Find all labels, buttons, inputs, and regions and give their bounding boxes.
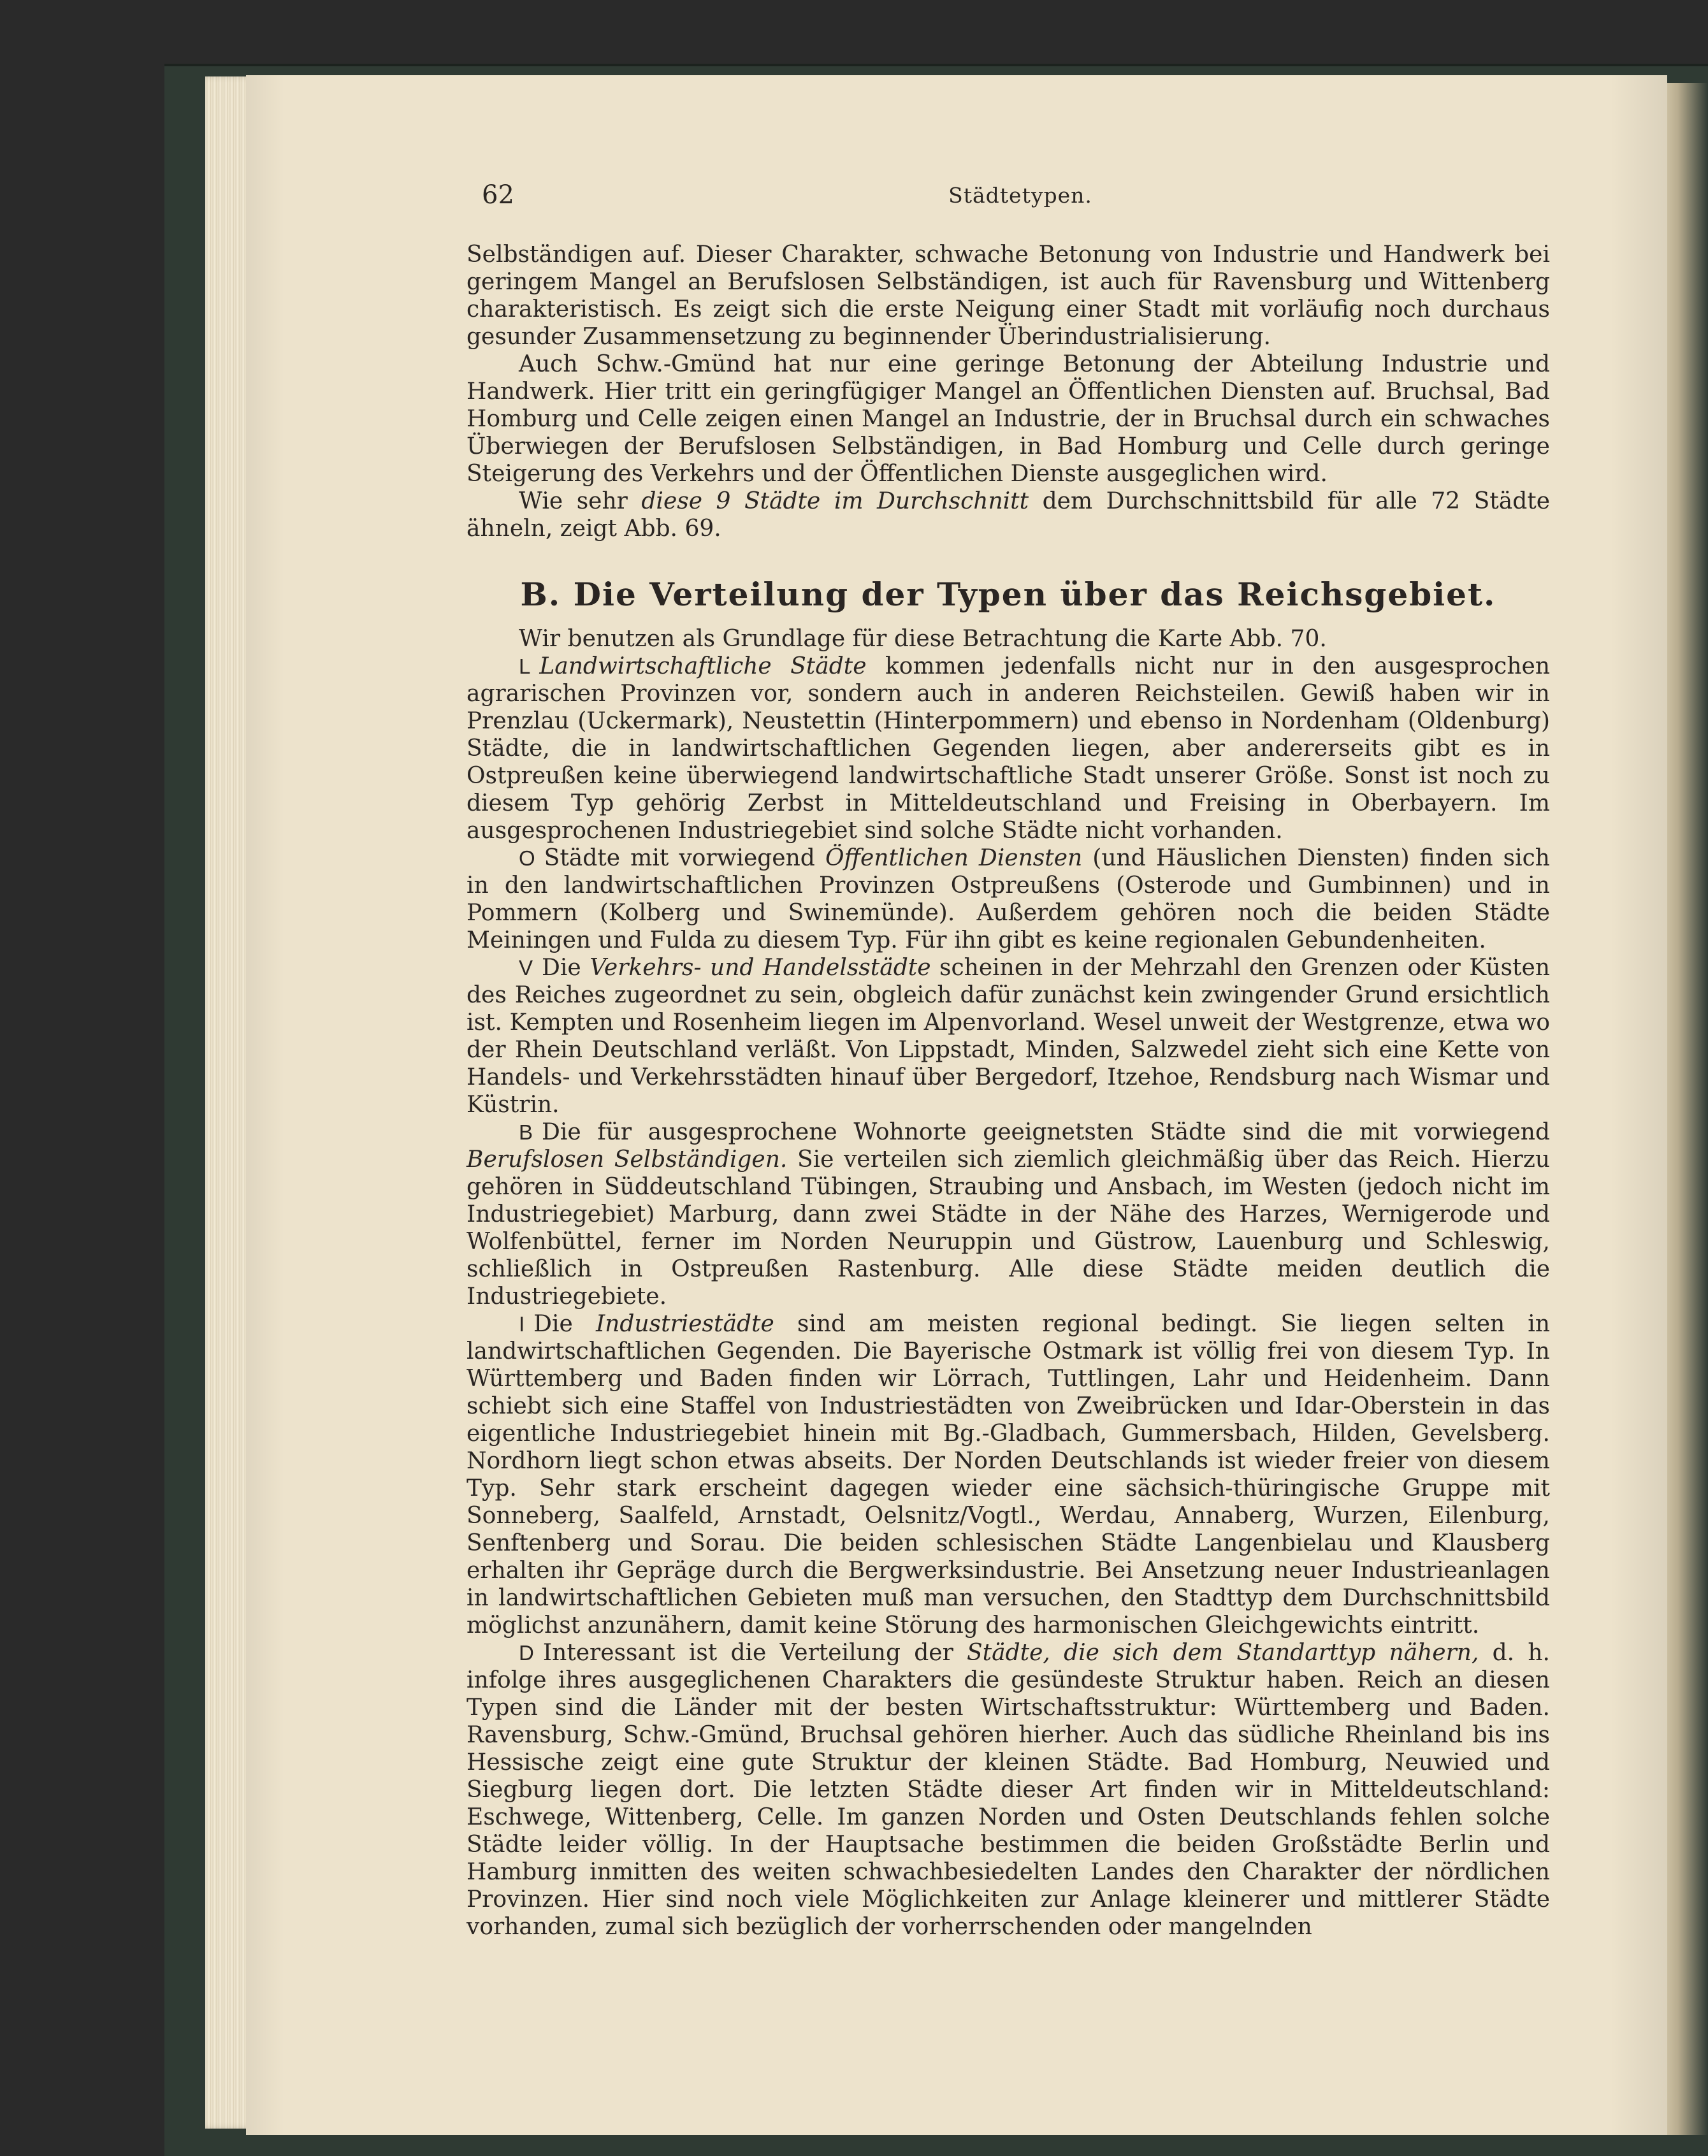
paragraph: Wie sehr diese 9 Städte im Durchschnitt dem Durchschnittsbild für alle 72 Städte ähneln, zeigt Abb. 69. bbox=[467, 488, 1551, 542]
emphasis: Städte, die sich dem Standarttyp nähern, bbox=[967, 1640, 1479, 1666]
page-number: 62 bbox=[482, 180, 514, 210]
paragraph: Wir benutzen als Grundlage für diese Betrachtung die Karte Abb. 70. bbox=[519, 626, 1327, 652]
paragraph-type-L: L Landwirtschaftliche Städte kommen jedenfalls nicht nur in den ausgesprochen agrarischen Provinzen vor, sondern auch in anderen Reichsteilen. Gewiß haben wir in Prenzlau (Uckermark), Neustettin (Hinterpommern) und ebenso in Nordenham (Oldenburg) Städte, die in landwirtschaftlichen Gegenden liegen, aber andererseits gibt es in Ostpreußen keine überwiegend landwirtschaftliche Stadt unserer Größe. Sonst ist noch zu diesem Typ gehörig Zerbst in Mitteldeutschland und Freising in Oberbayern. Im ausgesprochenen Industriegebiet sind solche Städte nicht vorhanden. bbox=[467, 653, 1551, 844]
type-mark-V: V bbox=[519, 956, 533, 980]
type-mark-I: I bbox=[519, 1312, 525, 1336]
paragraph-type-D: D Interessant ist die Verteilung der Städte, die sich dem Standarttyp nähern, d. h. infolge ihres ausgeglichenen Charakters die gesündeste Struktur haben. Reich an diesen Typen sind die Länder mit der besten Wirtschaftsstruktur: Württemberg und Baden. Ravensburg, Schw.-Gmünd, Bruchsal gehören hierher. Auch das südliche Rheinland bis ins Hessische zeigt eine gute Struktur der kleinen Städte. Bad Homburg, Neuwied und Siegburg liegen dort. Die letzten Städte dieser Art finden wir in Mitteldeutschland: Eschwege, Wittenberg, Celle. Im ganzen Norden und Osten Deutschlands fehlen solche Städte leider völlig. In der Hauptsache bestimmen die beiden Großstädte Berlin und Hamburg inmitten des weiten schwachbesiedelten Landes den Charakter der nördlichen Provinzen. Hier sind noch viele Möglichkeiten zur Anlage kleinerer und mittlerer Städte vorhanden, zumal sich bezüglich der vorherrschenden oder mangelnden bbox=[467, 1640, 1550, 1940]
type-mark-L: L bbox=[519, 655, 531, 678]
type-mark-D: D bbox=[519, 1641, 534, 1665]
paragraph-type-B: B Die für ausgesprochene Wohnorte geeignetsten Städte sind die mit vorwiegend Berufslosen Selbständigen. Sie verteilen sich ziemlich gleichmäßig über das Reich. Hierzu gehören in Süddeutschland Tübingen, Straubing und Ansbach, im Westen (jedoch nicht im Industriegebiet) Marburg, dann zwei Städte in der Nähe des Harzes, Wernigerode und Wolfenbüttel, ferner im Norden Neuruppin und Güstrow, Lauenburg und Schleswig, schließlich in Ostpreußen Rastenburg. Alle diese Städte meiden deutlich die Industriegebiete. bbox=[467, 1119, 1550, 1310]
emphasis: Industriestädte bbox=[595, 1311, 774, 1337]
emphasis: Verkehrs- und Handelsstädte bbox=[590, 955, 931, 981]
paragraph: Selbständigen auf. Dieser Charakter, schwache Betonung von Industrie und Handwerk bei geringem Mangel an Berufslosen Selbständigen, ist auch für Ravensburg und Wittenberg charakteristisch. Es zeigt sich die erste Neigung einer Stadt mit vorläufig noch durchaus gesunder Zusammensetzung zu beginnender Überindustrialisierung. bbox=[467, 242, 1550, 350]
paragraph-type-O: O Städte mit vorwiegend Öffentlichen Diensten (und Häuslichen Diensten) finden sich in den landwirtschaftlichen Provinzen Ostpreußens (Osterode und Gumbinnen) und in Pommern (Kolberg und Swinemünde). Außerdem gehören noch die beiden Städte Meiningen und Fulda zu diesem Typ. Für ihn gibt es keine regionalen Gebundenheiten. bbox=[467, 845, 1550, 953]
body-text bbox=[467, 241, 1550, 1941]
paragraph: Auch Schw.-Gmünd hat nur eine geringe Betonung der Abteilung Industrie und Handwerk. Hier tritt ein geringfügiger Mangel an Öffentlichen Diensten auf. Bruchsal, Bad Homburg und Celle zeigen einen Mangel an Industrie, der in Bruchsal durch ein schwaches Überwiegen der Berufslosen Selbständigen, in Bad Homburg und Celle durch geringe Steigerung des Verkehrs und der Öffentlichen Dienste ausgeglichen wird. bbox=[467, 351, 1550, 487]
running-title: Städtetypen. bbox=[948, 183, 1092, 208]
type-mark-O: O bbox=[519, 846, 535, 870]
emphasis: Berufslosen Selbständigen. bbox=[467, 1147, 788, 1173]
type-mark-B: B bbox=[519, 1120, 533, 1144]
book-spine-edge bbox=[1665, 83, 1708, 2135]
paragraph-type-V: V Die Verkehrs- und Handelsstädte scheinen in der Mehrzahl den Grenzen oder Küsten des Reiches zugeordnet zu sein, obgleich dafür zunächst kein zwingender Grund ersichtlich ist. Kempten und Rosenheim liegen im Alpenvorland. Wesel unweit der Westgrenze, etwa wo der Rhein Deutschland verläßt. Von Lippstadt, Minden, Salzwedel zieht sich eine Kette von Handels- und Verkehrsstädten hinauf über Bergedorf, Itzehoe, Rendsburg nach Wismar und Küstrin. bbox=[467, 955, 1551, 1118]
emphasis: diese 9 Städte im Durchschnitt bbox=[641, 488, 1029, 514]
emphasis: Öffentlichen Diensten bbox=[825, 845, 1083, 871]
emphasis: Landwirtschaftliche Städte bbox=[539, 653, 867, 679]
page-header bbox=[482, 180, 1559, 219]
section-heading: B. Die Verteilung der Typen über das Reichsgebiet. bbox=[520, 575, 1496, 613]
paragraph-type-I: I Die Industriestädte sind am meisten regional bedingt. Sie liegen selten in landwirtschaftlichen Gegenden. Die Bayerische Ostmark ist völlig frei von diesem Typ. In Württemberg und Baden finden wir Lörrach, Tuttlingen, Lahr und Heidenheim. Dann schiebt sich eine Staffel von Industriestädten von Zweibrücken und Idar-Oberstein in das eigentliche Industriegebiet hinein mit Bg.-Gladbach, Gummersbach, Hilden, Gevelsberg. Nordhorn liegt schon etwas abseits. Der Norden Deutschlands ist wieder freier von diesem Typ. Sehr stark erscheint dagegen wieder eine sächsich-thüringische Gruppe mit Sonneberg, Saalfeld, Arnstadt, Oelsnitz/Vogtl., Werdau, Annaberg, Wurzen, Eilenburg, Senftenberg und Sorau. Die beiden schlesischen Städte Langenbielau und Klausberg erhalten ihr Gepräge durch die Bergwerksindustrie. Bei Ansetzung neuer Industrieanlagen in landwirtschaftlichen Gebieten muß man versuchen, den Stadttyp dem Durchschnittsbild möglichst anzunähern, damit keine Störung des harmonischen Gleichgewichts eintritt. bbox=[467, 1311, 1551, 1639]
